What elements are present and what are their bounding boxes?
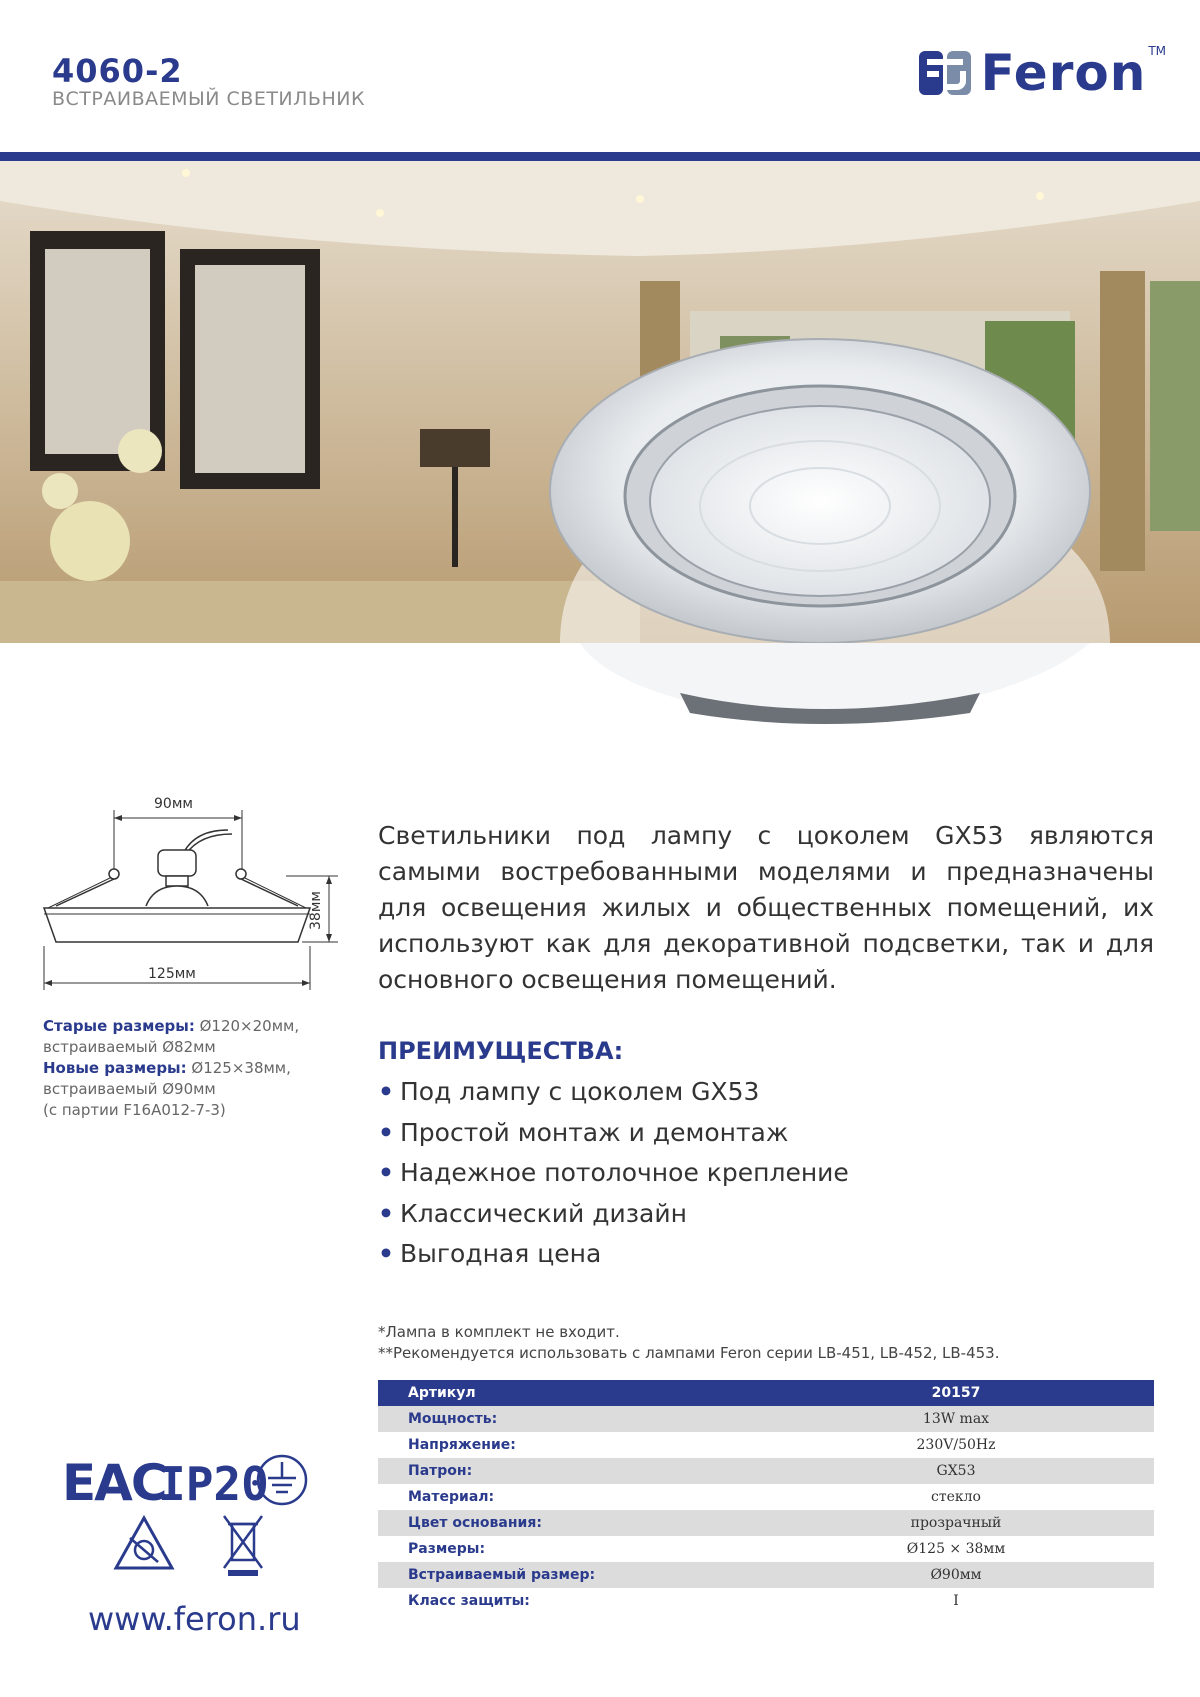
spec-key: Напряжение:: [408, 1437, 516, 1453]
table-row: [378, 1406, 1154, 1432]
table-row: [378, 1562, 1154, 1588]
advantage-text: Надежное потолочное крепление: [399, 1158, 849, 1187]
dim-height-label: 38мм: [308, 891, 324, 930]
table-row: [378, 1510, 1154, 1536]
new-sizes-value: Ø125×38мм,: [186, 1059, 291, 1077]
brand-name: Feron: [980, 44, 1147, 102]
trademark-sign: TM: [1148, 44, 1166, 58]
table-row: [378, 1484, 1154, 1510]
table-row: [378, 1536, 1154, 1562]
product-description: Светильники под лампу с цоколем GX53 являются самыми востребованными моделями и предназначены для освещения жилых и общественных помещений, их используют как для декоративной подсветки, так и для основного освещения помещений.: [378, 821, 1154, 994]
sizes-info: [43, 1016, 343, 1121]
spec-key: Материал:: [408, 1489, 495, 1505]
spec-value: GX53: [758, 1458, 1154, 1484]
feron-logo-mark-icon: [917, 47, 973, 99]
eac-mark-icon: ЕАС: [62, 1454, 166, 1512]
spec-key: Мощность:: [378, 1406, 758, 1432]
weee-bin-icon: [224, 1516, 262, 1576]
list-item: [378, 1113, 849, 1154]
table-row: [378, 1458, 1154, 1484]
old-sizes-value: Ø120×20мм,: [194, 1017, 300, 1035]
batch-note: (с партии F16A012-7-3): [43, 1101, 226, 1119]
list-item: [378, 1194, 849, 1235]
footnote-recommendation: **Рекомендуется использовать с лампами Feron серии LB-451, LB-452, LB-453.: [378, 1344, 1000, 1362]
header-divider: [0, 152, 1200, 161]
list-item: [378, 1072, 849, 1113]
new-sizes-embedded: встраиваемый Ø90мм: [43, 1080, 216, 1098]
spec-key: Класс защиты:: [408, 1593, 530, 1609]
advantages-title: ПРЕИМУЩЕСТВА:: [378, 1037, 624, 1065]
no-insulation-cover-icon: [116, 1518, 172, 1568]
product-subtitle: ВСТРАИВАЕМЫЙ СВЕТИЛЬНИК: [52, 88, 365, 110]
table-row: [378, 1432, 1154, 1458]
advantages-list: [378, 1072, 849, 1275]
ip20-mark-icon: IP20: [158, 1457, 269, 1511]
spec-value: 230V/50Hz: [916, 1437, 996, 1453]
article-label: Артикул: [378, 1380, 758, 1406]
bullet-icon: •: [378, 1117, 394, 1147]
new-sizes-label: Новые размеры:: [43, 1059, 187, 1077]
certification-marks: [62, 1444, 322, 1579]
old-sizes-label: Старые размеры:: [43, 1017, 195, 1035]
bullet-icon: •: [378, 1239, 394, 1268]
dim-bottom-label: 125мм: [148, 966, 196, 982]
list-item: [378, 1153, 849, 1194]
spec-key: Патрон:: [378, 1458, 758, 1484]
table-row: [378, 1588, 1154, 1614]
spec-table: [378, 1380, 1154, 1614]
bullet-icon: •: [378, 1077, 394, 1106]
old-sizes-embedded: встраиваемый Ø82мм: [43, 1038, 216, 1056]
table-header-row: [378, 1380, 1154, 1406]
advantage-text: Классический дизайн: [399, 1198, 687, 1228]
advantage-text: Под лампу с цоколем GX53: [399, 1077, 760, 1106]
footnote-lamp: *Лампа в комплект не входит.: [378, 1323, 620, 1341]
advantage-text: Выгодная цена: [399, 1239, 602, 1268]
list-item: [378, 1234, 849, 1275]
spec-key: Встраиваемый размер:: [378, 1562, 758, 1588]
living-room-illustration: [0, 161, 1200, 643]
fixture-base-illustration: [560, 643, 1120, 733]
spec-value: 13W max: [758, 1406, 1154, 1432]
footnotes: [378, 1322, 1000, 1364]
spec-value: Ø125 × 38мм: [906, 1541, 1006, 1557]
article-value: 20157: [758, 1380, 1154, 1406]
advantage-text: Простой монтаж и демонтаж: [399, 1117, 789, 1147]
model-number: 4060-2: [52, 52, 183, 90]
bullet-icon: •: [378, 1158, 394, 1187]
spec-value: прозрачный: [758, 1510, 1154, 1536]
bullet-icon: •: [378, 1198, 394, 1228]
spec-value: стекло: [931, 1489, 981, 1505]
spec-key: Цвет основания:: [378, 1510, 758, 1536]
website-link[interactable]: www.feron.ru: [88, 1600, 301, 1638]
dimension-diagram: [36, 790, 356, 1005]
hero-interior-photo: [0, 161, 1200, 643]
spec-value: Ø90мм: [758, 1562, 1154, 1588]
dim-width-label: 90мм: [154, 796, 193, 812]
spec-key: Размеры:: [408, 1541, 486, 1557]
feron-logo: [917, 44, 1166, 102]
spec-value: I: [953, 1593, 959, 1609]
